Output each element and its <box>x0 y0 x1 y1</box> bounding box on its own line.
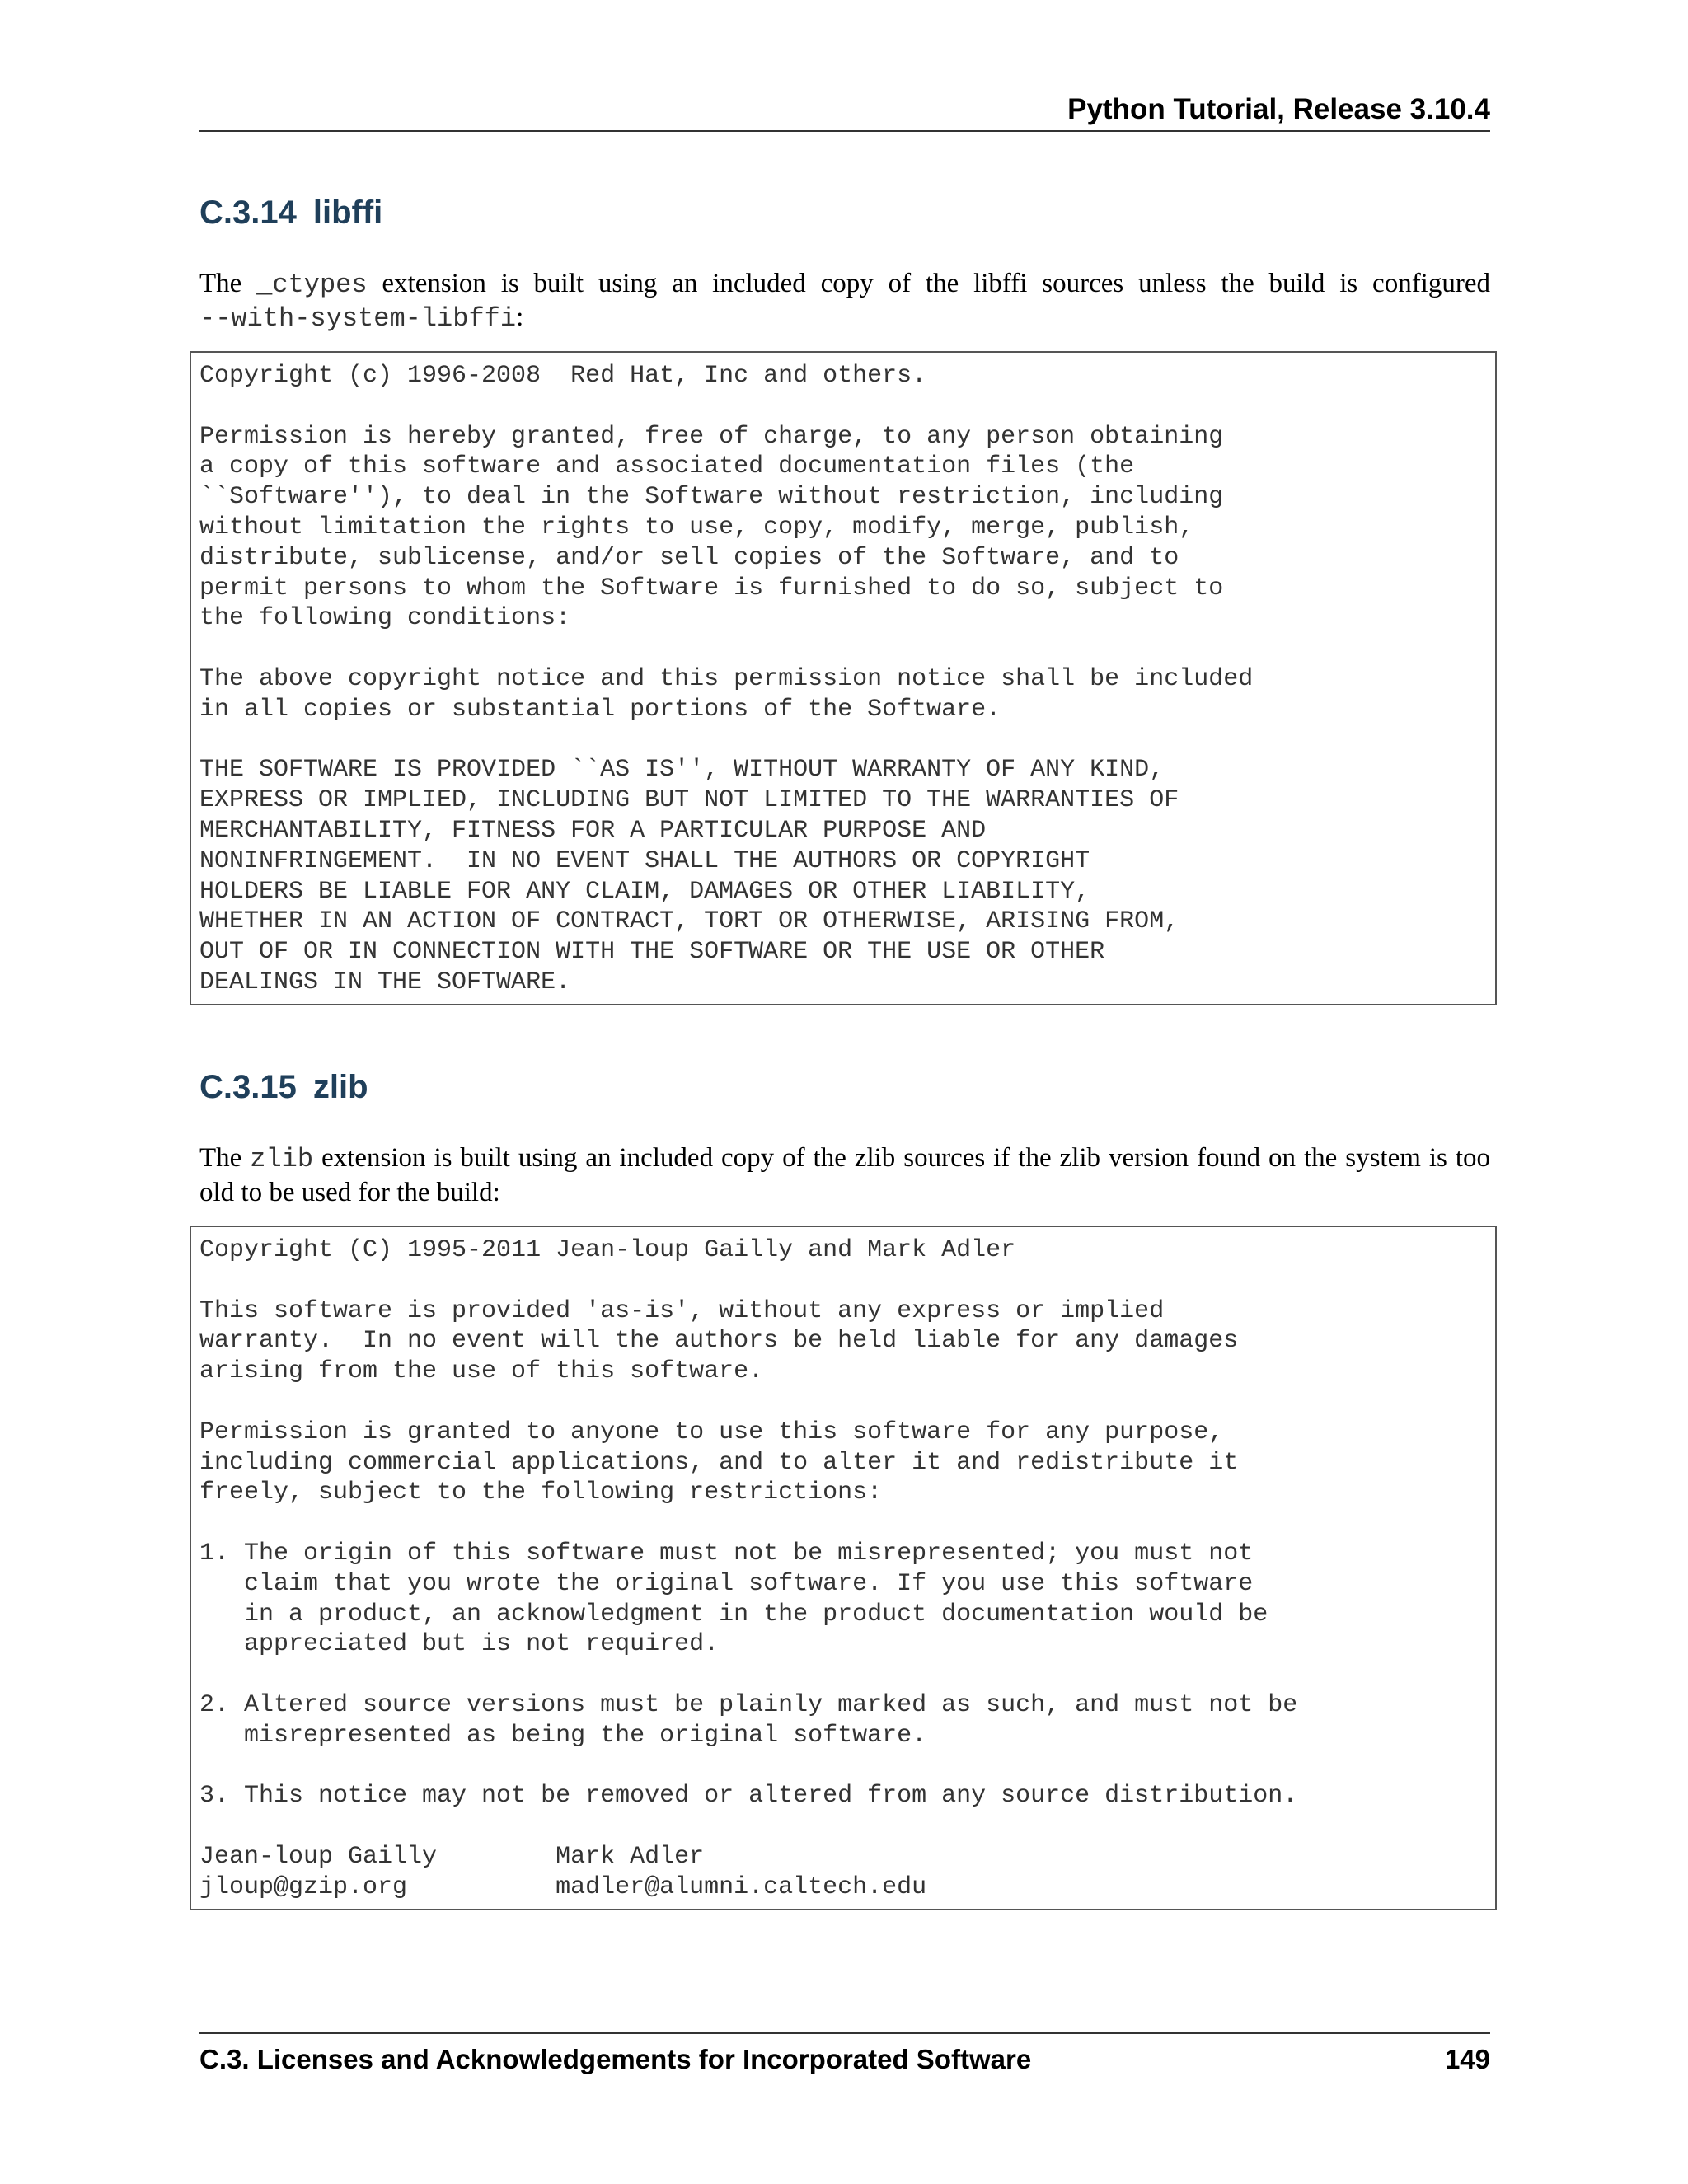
footer-section-title: C.3. Licenses and Acknowledgements for Incorporated Software <box>199 2044 1032 2074</box>
section-number: C.3.15 <box>199 1069 297 1105</box>
inline-code: --with-system-libffi <box>199 303 517 334</box>
running-title: Python Tutorial, Release 3.10.4 <box>1067 93 1490 125</box>
libffi-intro-paragraph-cont <box>199 301 1490 335</box>
intro-text: extension is built using an included copy of the zlib sources if the zlib version found on the system is too old to be used for the build: <box>199 1143 1491 1207</box>
code-text: Copyright (C) 1995-2011 Jean-loup Gailly and Mark Adler This software is provided 'as-is', without any express or implied warranty. In no event will the authors be held liable for any damages arising from the use of this software. Permission is granted to anyone to use this software for any purpose, including commercial applications, and to alter it and redistribute it freely, subject to the following restrictions: 1. The origin of this software must not be misrepresented; you must not claim that you wrote the original software. If you use this software in a product, an acknowledgment in the product documentation would be appreciated but is not required. 2. Altered source versions must be plainly marked as such, and must not be misrepresented as being the original software. 3. This notice may not be removed or altered from any source distribution. Jean-loup Gailly Mark Adler jloup@gzip.org madler@alumni.caltech.edu <box>199 1236 1298 1901</box>
libffi-intro-paragraph <box>199 267 1490 302</box>
zlib-license-code-block <box>190 1226 1497 1910</box>
section-heading-zlib <box>199 1067 368 1107</box>
section-heading-libffi <box>199 193 382 232</box>
libffi-license-code-block <box>190 351 1497 1005</box>
inline-code: _ctypes <box>256 269 368 300</box>
section-title: zlib <box>312 1069 368 1105</box>
intro-text: The <box>199 1143 242 1173</box>
zlib-intro-paragraph <box>199 1141 1490 1210</box>
running-header <box>199 92 1490 132</box>
page-number: 149 <box>1444 2044 1490 2074</box>
intro-text: : <box>516 302 524 332</box>
section-title: libffi <box>312 194 383 231</box>
code-text: Copyright (c) 1996-2008 Red Hat, Inc and others. Permission is hereby granted, free of charge, to any person obtaining a copy of this software and associated documentation files (the ``Software''), to deal in the Software without restriction, including without limitation the rights to use, copy, modify, merge, publish, distribute, sublicense, and/or sell copies of the Software, and to permit persons to whom the Software is furnished to do so, subject to the following conditions: The above copyright notice and this permission notice shall be included in all copies or substantial portions of the Software. THE SOFTWARE IS PROVIDED ``AS IS'', WITHOUT WARRANTY OF ANY KIND, EXPRESS OR IMPLIED, INCLUDING BUT NOT LIMITED TO THE WARRANTIES OF MERCHANTABILITY, FITNESS FOR A PARTICULAR PURPOSE AND NONINFRINGEMENT. IN NO EVENT SHALL THE AUTHORS OR COPYRIGHT HOLDERS BE LIABLE FOR ANY CLAIM, DAMAGES OR OTHER LIABILITY, WHETHER IN AN ACTION OF CONTRACT, TORT OR OTHERWISE, ARISING FROM, OUT OF OR IN CONNECTION WITH THE SOFTWARE OR THE USE OR OTHER DEALINGS IN THE SOFTWARE. <box>199 362 1254 996</box>
inline-code: zlib <box>250 1144 314 1174</box>
intro-text: The <box>199 269 242 298</box>
intro-text: extension is built using an included copy of the libffi sources unless the build is configured <box>382 269 1490 298</box>
page-footer <box>199 2032 1490 2075</box>
section-number: C.3.14 <box>199 194 297 231</box>
